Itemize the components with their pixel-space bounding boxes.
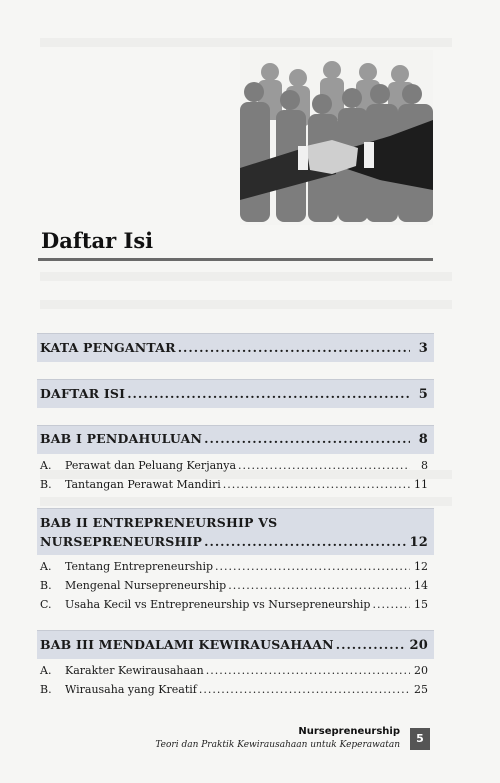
leader-dots xyxy=(372,598,410,611)
toc-subentry-page: 11 xyxy=(414,478,428,491)
toc-entry-page: 3 xyxy=(418,341,428,356)
toc-entry-bab-2-line1[interactable]: BAB II ENTREPRENEURSHIP VS xyxy=(40,515,278,530)
show-through xyxy=(40,272,452,281)
toc-subentry-label: Usaha Kecil vs Entrepreneurship vs Nursepreneurship xyxy=(65,598,371,611)
leader-dots xyxy=(204,431,410,446)
toc-subentry-letter: B. xyxy=(40,683,52,696)
toc-subentry-label: Mengenal Nursepreneurship xyxy=(65,579,227,592)
toc-entry-label: KATA PENGANTAR xyxy=(40,340,176,355)
leader-dots xyxy=(228,579,410,592)
toc-subentry-label: Karakter Kewirausahaan xyxy=(65,664,204,677)
toc-subentry-page: 20 xyxy=(414,664,428,677)
title-rule xyxy=(38,258,433,261)
toc-entry-page: 20 xyxy=(409,638,428,653)
toc-subentry-label: Tentang Entrepreneurship xyxy=(65,560,214,573)
toc-subentry-page: 25 xyxy=(414,683,428,696)
leader-dots xyxy=(204,534,405,549)
leader-dots xyxy=(178,340,410,355)
toc-entry-label: DAFTAR ISI xyxy=(40,386,126,401)
toc-subentry-label: Tantangan Perawat Mandiri xyxy=(65,478,221,491)
leader-dots xyxy=(215,560,410,573)
toc-entry-daftar-isi[interactable] xyxy=(40,386,428,402)
running-footer-subtitle: Teori dan Praktik Kewirausahaan untuk Keperawatan xyxy=(155,740,400,750)
toc-entry-page: 8 xyxy=(418,432,428,447)
page-title: Daftar Isi xyxy=(41,228,154,253)
toc-subentry[interactable] xyxy=(40,478,428,491)
toc-entry-bab-3[interactable] xyxy=(40,637,428,653)
toc-subentry[interactable] xyxy=(40,579,428,592)
toc-subentry-page: 15 xyxy=(414,598,428,611)
toc-subentry-label: Perawat dan Peluang Kerjanya xyxy=(65,459,237,472)
toc-subentry-label: Wirausaha yang Kreatif xyxy=(65,683,197,696)
toc-subentry[interactable] xyxy=(40,664,428,677)
page-number: 5 xyxy=(410,728,430,750)
toc-entry-bab-2[interactable] xyxy=(40,534,428,550)
leader-dots xyxy=(336,637,406,652)
toc-subentry-page: 14 xyxy=(414,579,428,592)
toc-subentry-page: 8 xyxy=(421,459,428,472)
leader-dots xyxy=(223,478,410,491)
toc-entry-page: 5 xyxy=(418,387,428,402)
leader-dots xyxy=(199,683,410,696)
leader-dots xyxy=(206,664,410,677)
toc-subentry-letter: C. xyxy=(40,598,52,611)
toc-subentry[interactable] xyxy=(40,560,428,573)
toc-entry-page: 12 xyxy=(409,535,428,550)
toc-subentry-letter: B. xyxy=(40,579,52,592)
show-through xyxy=(40,38,452,47)
toc-entry-kata-pengantar[interactable] xyxy=(40,340,428,356)
show-through xyxy=(40,497,452,506)
nurses-handshake-photo xyxy=(240,50,433,225)
toc-entry-label: BAB I PENDAHULUAN xyxy=(40,431,203,446)
toc-subentry[interactable] xyxy=(40,459,428,472)
toc-subentry-letter: A. xyxy=(40,664,52,677)
toc-entry-label: BAB III MENDALAMI KEWIRAUSAHAAN xyxy=(40,637,334,652)
leader-dots xyxy=(127,386,410,401)
toc-subentry-page: 12 xyxy=(414,560,428,573)
running-footer-title: Nursepreneurship xyxy=(298,726,400,737)
toc-subentry-letter: B. xyxy=(40,478,52,491)
toc-entry-label: NURSEPRENEURSHIP xyxy=(40,534,203,549)
toc-subentry[interactable] xyxy=(40,598,428,611)
toc-subentry[interactable] xyxy=(40,683,428,696)
show-through xyxy=(40,300,452,309)
toc-subentry-letter: A. xyxy=(40,560,52,573)
toc-entry-bab-1[interactable] xyxy=(40,431,428,447)
toc-subentry-letter: A. xyxy=(40,459,52,472)
leader-dots xyxy=(238,459,410,472)
